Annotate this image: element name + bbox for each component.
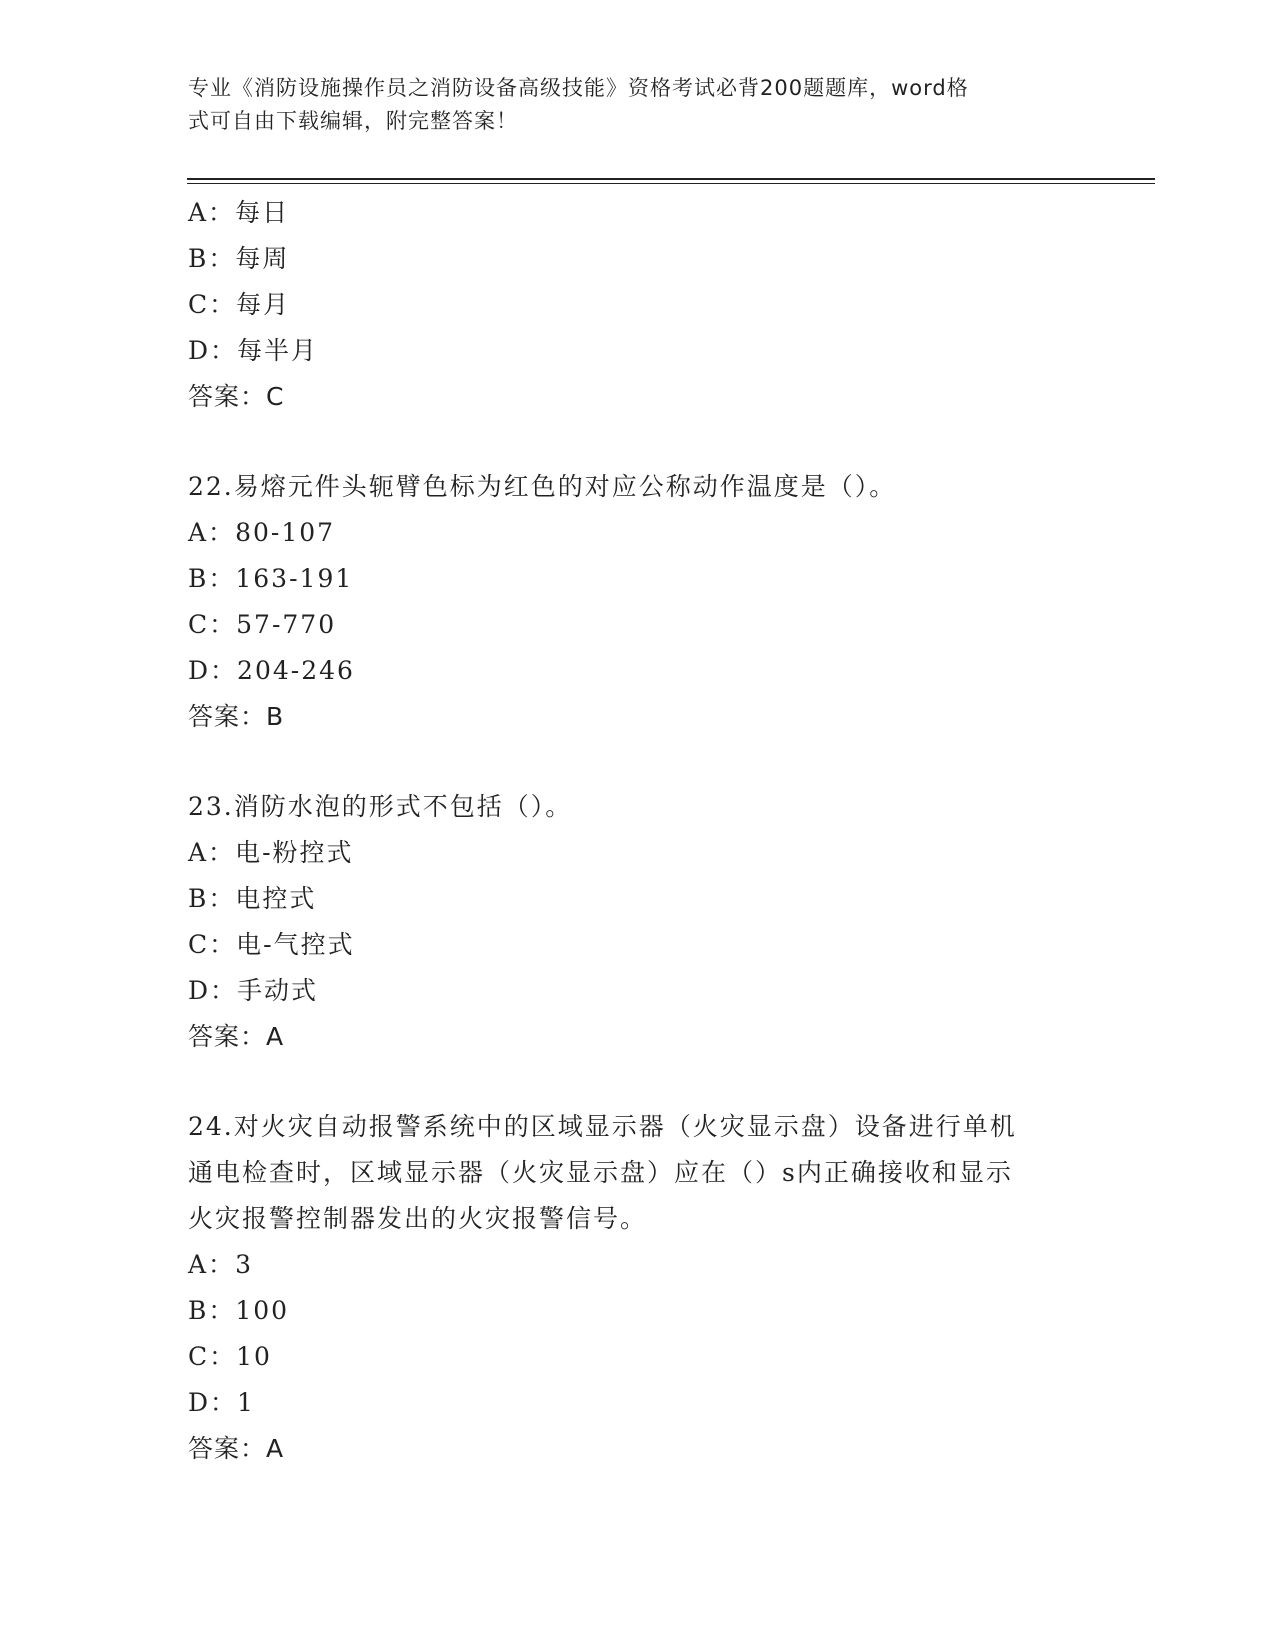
option-text: 电控式 <box>235 884 317 913</box>
answer-line: 答案：C <box>188 382 285 411</box>
option-text: 1 <box>237 1388 255 1417</box>
question-stem: 23.消防水泡的形式不包括（）。 <box>188 792 573 821</box>
option-label: C： <box>188 1342 237 1371</box>
question-stem-line-2: 通电检查时，区域显示器（火灾显示盘）应在（）s内正确接收和显示 <box>188 1158 1013 1187</box>
question-list <box>188 190 1088 1472</box>
option-label: D： <box>188 1388 238 1417</box>
question-stem: 22.易熔元件头轭臂色标为红色的对应公称动作温度是（）。 <box>188 472 897 501</box>
option-d <box>188 328 1088 374</box>
header-line-2: 式可自由下载编辑，附完整答案！ <box>188 109 518 133</box>
question-block <box>188 784 1088 1060</box>
answer-line: 答案：B <box>188 702 285 731</box>
option-a <box>188 830 1088 876</box>
option-label: A： <box>188 198 236 227</box>
question-stem-line-1: 24.对火灾自动报警系统中的区域显示器（火灾显示盘）设备进行单机 <box>188 1112 1017 1141</box>
option-a <box>188 510 1088 556</box>
option-text: 每日 <box>235 198 290 227</box>
option-text: 10 <box>236 1342 272 1371</box>
header-divider-thin <box>187 183 1155 184</box>
option-label: B： <box>188 1296 236 1325</box>
option-label: C： <box>188 610 237 639</box>
option-text: 80-107 <box>235 518 336 547</box>
header-line-1: 专业《消防设施操作员之消防设备高级技能》资格考试必背200题题库，word格 <box>188 76 969 100</box>
option-a <box>188 190 1088 236</box>
option-label: A： <box>188 1250 236 1279</box>
question-block <box>188 1104 1088 1472</box>
question-block <box>188 190 1088 420</box>
option-c <box>188 282 1088 328</box>
option-text: 100 <box>235 1296 290 1325</box>
option-d <box>188 648 1088 694</box>
option-text: 3 <box>235 1250 253 1279</box>
option-label: A： <box>188 838 236 867</box>
option-label: D： <box>188 656 238 685</box>
option-text: 手动式 <box>237 976 319 1005</box>
option-c <box>188 602 1088 648</box>
option-text: 163-191 <box>235 564 354 593</box>
option-label: C： <box>188 290 237 319</box>
option-d <box>188 968 1088 1014</box>
option-label: C： <box>188 930 237 959</box>
option-b <box>188 236 1088 282</box>
option-text: 204-246 <box>237 656 355 685</box>
option-label: B： <box>188 244 236 273</box>
option-d <box>188 1380 1088 1426</box>
question-stem-line-3: 火灾报警控制器发出的火灾报警信号。 <box>188 1204 648 1233</box>
option-c <box>188 1334 1088 1380</box>
option-label: D： <box>188 976 238 1005</box>
option-text: 57-770 <box>236 610 337 639</box>
option-label: B： <box>188 884 236 913</box>
option-label: B： <box>188 564 236 593</box>
option-b <box>188 876 1088 922</box>
option-text: 每周 <box>235 244 290 273</box>
option-a <box>188 1242 1088 1288</box>
header-divider-thick <box>187 178 1155 180</box>
option-c <box>188 922 1088 968</box>
option-text: 每半月 <box>237 336 319 365</box>
option-label: A： <box>188 518 236 547</box>
option-text: 每月 <box>236 290 291 319</box>
option-text: 电-气控式 <box>236 930 355 959</box>
question-block <box>188 464 1088 740</box>
document-header <box>188 72 1068 138</box>
option-b <box>188 1288 1088 1334</box>
option-text: 电-粉控式 <box>235 838 354 867</box>
option-b <box>188 556 1088 602</box>
answer-line: 答案：A <box>188 1434 285 1463</box>
option-label: D： <box>188 336 238 365</box>
answer-line: 答案：A <box>188 1022 285 1051</box>
